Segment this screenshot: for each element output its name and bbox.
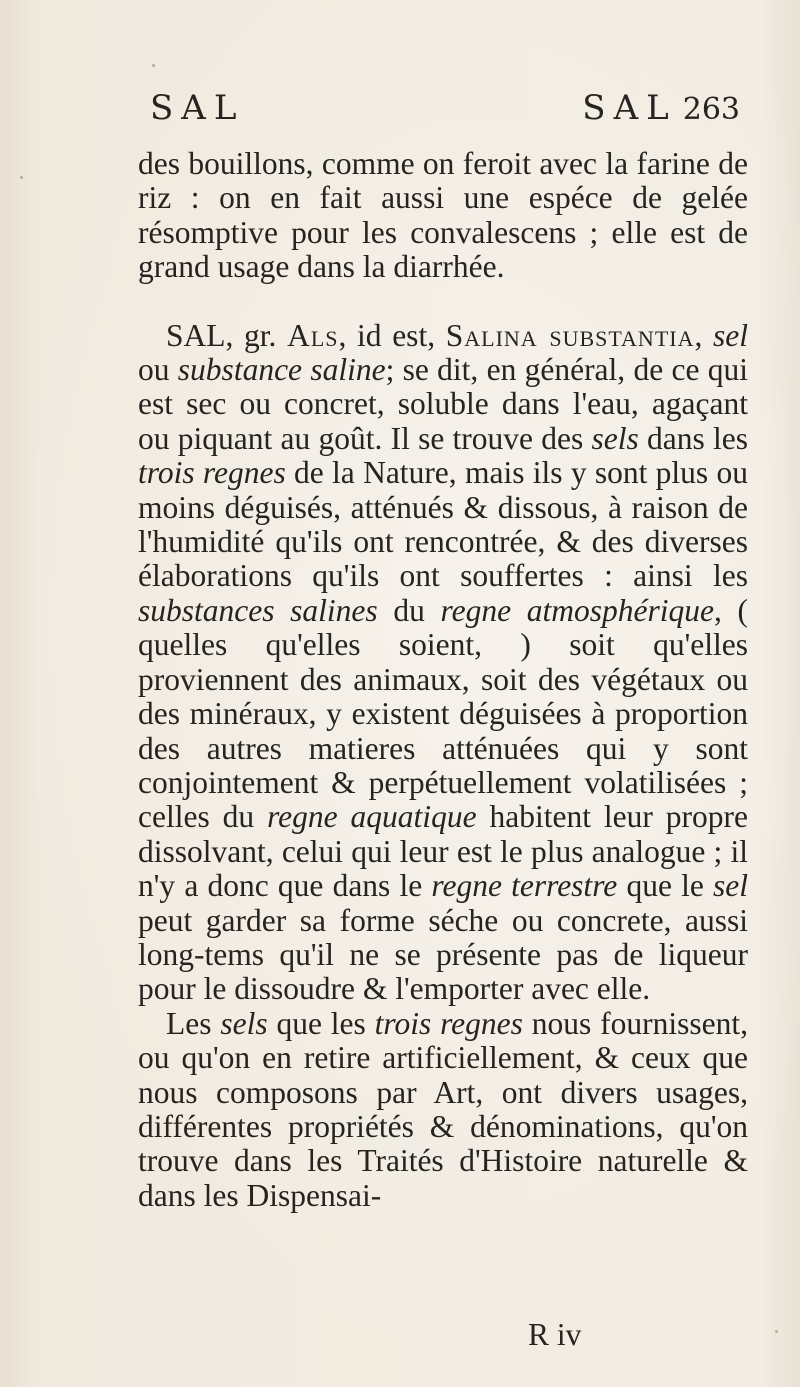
text-run: que les (267, 1005, 375, 1041)
italic-term: sels (220, 1005, 268, 1041)
italic-term: substances salines (138, 592, 378, 628)
text-run: dans les (638, 420, 748, 456)
latin-term: Salina substantia (445, 317, 695, 353)
greek-term: Als (287, 317, 339, 353)
paper-speck (775, 1330, 778, 1333)
paragraph-continuation: des bouillons, comme on feroit avec la farine de riz : on en fait aussi une espéce de gelée résomptive pour les convalescens ; elle est de grand usage dans la diarrhée. (138, 146, 748, 285)
italic-term: regne terrestre (431, 868, 618, 904)
text-run: ou (138, 352, 178, 388)
paragraph-gap (138, 285, 748, 319)
italic-term: trois regnes (138, 455, 286, 491)
paragraph-sal-entry (138, 319, 748, 1007)
text-run: , id est, (338, 317, 446, 353)
italic-term: trois regnes (374, 1005, 523, 1041)
page-number: 263 (682, 92, 740, 127)
italic-term: regne atmosphérique (440, 592, 714, 628)
text-run: nous fournissent, ou qu'on en retire artificiellement, & ceux que nous composons par Art, ont divers usages, différentes propriétés & dénominations, qu'on trouve dans les Traités d'Histoire naturelle & dans les Dispensai- (138, 1005, 748, 1213)
entry-headword: SAL, gr. (166, 317, 288, 353)
text-run: habitent leur propre dissolvant, celui qui leur est le plus analogue ; il n'y a donc que dans le (138, 799, 748, 904)
signature-mark: R iv (528, 1317, 582, 1352)
paper-speck (20, 176, 23, 179)
header-right-word: SAL (582, 88, 677, 128)
italic-term: sels (591, 420, 639, 456)
italic-term: regne aquatique (267, 799, 477, 835)
text-run: de la Nature, mais ils y sont plus ou moins déguisés, atténués & dissous, à raison de l'humidité qu'ils ont rencontrée, & des diverses élaborations qu'ils ont souffertes : ainsi les (138, 455, 748, 594)
text-run: du (377, 592, 441, 628)
italic-term: sel (713, 868, 749, 904)
text-run: que le (617, 868, 714, 904)
text-run: ; se dit, en général, de ce qui est sec ou concret, soluble dans l'eau, agaçant ou piquant au goût. Il se trouve des (138, 352, 749, 456)
running-header (150, 88, 740, 138)
italic-term: sel (713, 317, 749, 353)
header-right (582, 88, 740, 128)
text-run: Les (166, 1005, 221, 1041)
paragraph-sels (138, 1007, 748, 1213)
text-run: , (694, 317, 714, 353)
text-run: peut garder sa forme séche ou concrete, aussi long-tems qu'il ne se présente pas de liqueur pour le dissoudre & l'emporter avec elle. (138, 902, 748, 1007)
paper-speck (152, 64, 155, 67)
text-run: , ( quelles qu'elles soient, ) soit qu'elles proviennent des animaux, soit des végétaux ou des minéraux, y existent déguisées à proportion des autres matieres atténuées qui y sont conjointement & perpétuellement volatilisées ; celles du (138, 592, 748, 835)
italic-term: substance saline (177, 352, 386, 388)
header-left-word: SAL (150, 88, 245, 128)
body-text (138, 147, 748, 1213)
